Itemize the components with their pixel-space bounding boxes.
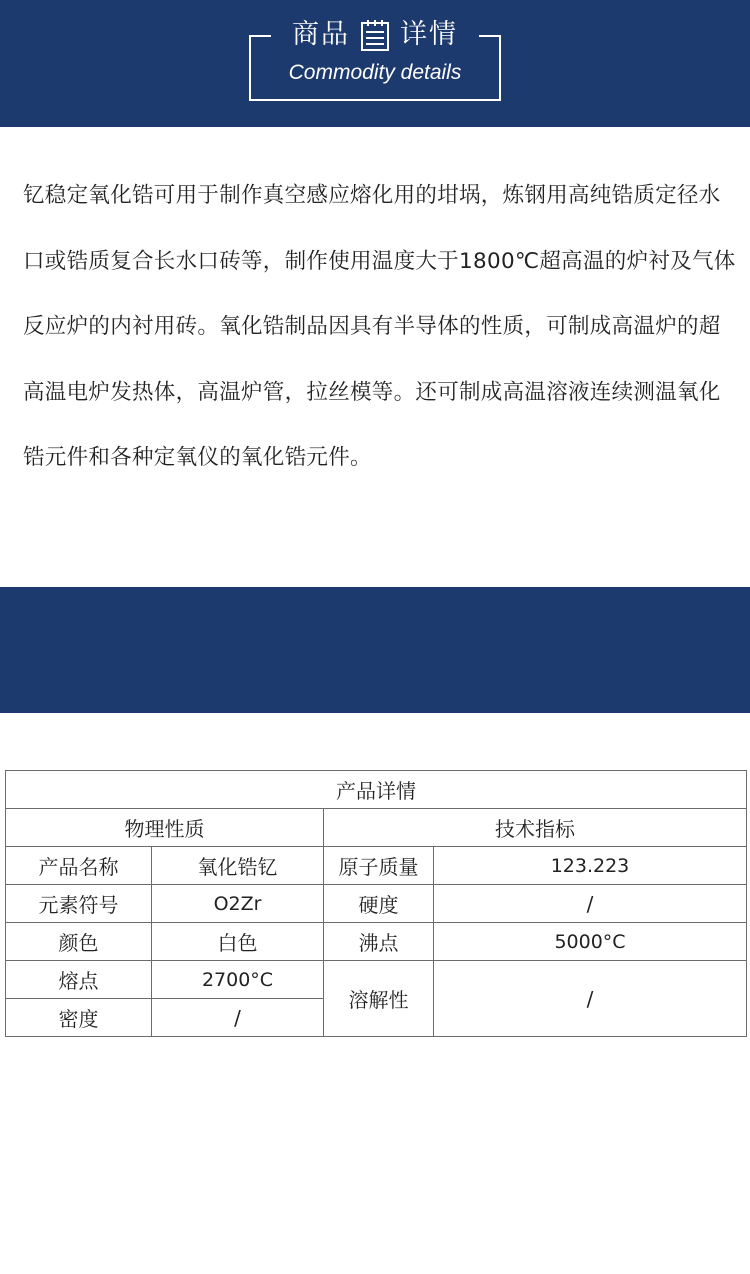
table-row xyxy=(6,847,747,885)
group-technical-indicators: 技术指标 xyxy=(324,809,747,847)
composition-title-right: 成分 xyxy=(400,1191,458,1222)
table-row xyxy=(6,961,747,999)
cell-label: 溶解性 xyxy=(324,961,434,1037)
cell-value: 白色 xyxy=(152,923,324,961)
table-title: 产品详情 xyxy=(6,771,747,809)
group-physical-properties: 物理性质 xyxy=(6,809,324,847)
table-row xyxy=(6,885,747,923)
cell-label: 原子质量 xyxy=(324,847,434,885)
product-spec-table xyxy=(5,770,747,1037)
cell-label: 密度 xyxy=(6,999,152,1037)
cell-label: 沸点 xyxy=(324,923,434,961)
commodity-details-banner xyxy=(0,0,750,127)
cell-value: 2700°C xyxy=(152,961,324,999)
chemical-composition-frame xyxy=(248,1191,502,1274)
cell-value: 5000°C xyxy=(434,923,747,961)
notepad-icon xyxy=(358,18,392,52)
composition-title-left: 化学 xyxy=(292,1191,350,1222)
commodity-title-left: 商品 xyxy=(292,19,350,50)
cell-value: O2Zr xyxy=(152,885,324,923)
table-row xyxy=(6,923,747,961)
chemical-composition-title xyxy=(248,1189,502,1225)
cell-label: 产品名称 xyxy=(6,847,152,885)
cell-label: 硬度 xyxy=(324,885,434,923)
molecule-icon xyxy=(358,1190,392,1224)
cell-value: / xyxy=(434,961,747,1037)
cell-value: / xyxy=(152,999,324,1037)
table-title-row xyxy=(6,771,747,809)
commodity-title-right: 详情 xyxy=(400,19,458,50)
chemical-composition-subtitle: Chemical composition xyxy=(272,1233,478,1256)
product-description: 钇稳定氧化锆可用于制作真空感应熔化用的坩埚，炼钢用高纯锆质定径水口或锆质复合长水口砖等，制作使用温度大于1800℃超高温的炉衬及气体反应炉的内衬用砖。氧化锆制品因具有半导体的性质，可制成高温炉的超高温电炉发热体，高温炉管，拉丝模等。还可制成高温溶液连续测温氧化锆元件和各种定氧仪的氧化锆元件。 xyxy=(23,183,736,470)
table-group-row xyxy=(6,809,747,847)
cell-label: 颜色 xyxy=(6,923,152,961)
cell-value: 氧化锆钇 xyxy=(152,847,324,885)
cell-label: 熔点 xyxy=(6,961,152,999)
commodity-details-subtitle: Commodity details xyxy=(288,61,462,84)
cell-value: / xyxy=(434,885,747,923)
cell-value: 123.223 xyxy=(434,847,747,885)
cell-label: 元素符号 xyxy=(6,885,152,923)
commodity-details-title xyxy=(249,17,501,53)
commodity-details-frame xyxy=(249,19,501,101)
